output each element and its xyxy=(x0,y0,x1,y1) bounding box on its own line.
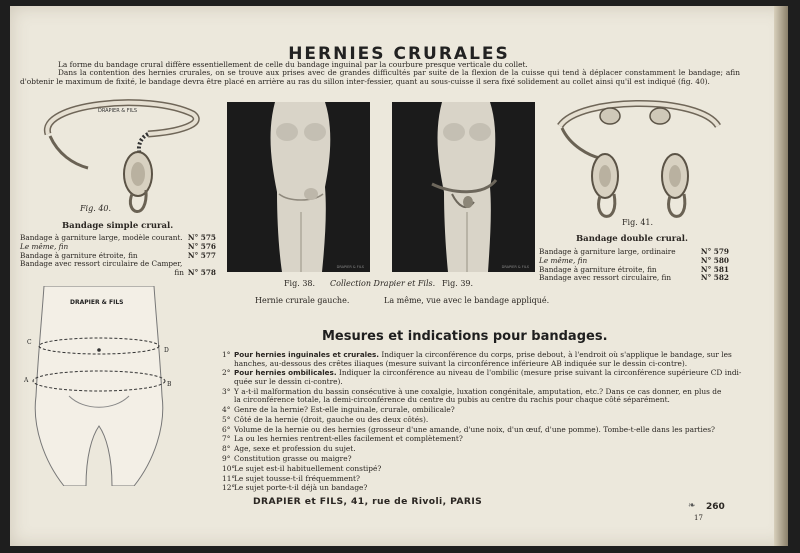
fig40-label: Fig. 40. xyxy=(80,204,112,213)
catalog-page xyxy=(10,6,788,546)
fig38-description: Hernie crurale gauche. xyxy=(255,296,350,305)
diagram-label-a: A xyxy=(24,377,29,384)
fig38-torso-figure xyxy=(227,102,370,272)
fig38-label: Fig. 38. xyxy=(284,279,316,288)
list-item: 7° La ou les hernies rentrent-elles facilement et complètement? xyxy=(222,434,463,444)
measures-list xyxy=(222,351,742,494)
fig38-photo-stamp: DRAPIER & FILS xyxy=(336,265,364,269)
fig39-torso-figure xyxy=(392,102,535,272)
measures-section-title: Mesures et indications pour bandages. xyxy=(322,329,608,344)
fig40-caption: Bandage simple crural. xyxy=(62,221,174,231)
price-row: Bandage avec ressort circulaire de Camper, xyxy=(20,259,183,269)
intro-paragraph-2: Dans la contention des hernies crurales, on se trouve aux prises avec de grandes difficultés par suite de la flexion de la cuisse qui tend à déplacer constamment le bandage; afin d'obtenir le maximum de fixité, le bandage devra être placé en arrière au ras du sillon inter-fessier, quant au sous-cuisse il sera fixé solidement au collet ainsi qu'il est indiqué (fig. 40). xyxy=(20,68,740,86)
book-spine-edge xyxy=(774,6,788,546)
intro-paragraph-1: La forme du bandage crural diffère essentiellement de celle du bandage inguinal par la courbure presque verticale du collet. xyxy=(58,60,528,69)
collection-credit: Collection Drapier et Fils. xyxy=(330,279,436,288)
fig41-caption: Bandage double crural. xyxy=(576,234,688,244)
list-item: 10°Le sujet est-il habituellement constipé? xyxy=(222,463,382,473)
price-row: Bandage avec ressort circulaire, fin N° 582 xyxy=(539,273,729,283)
page-number: 260 xyxy=(706,502,725,512)
measurement-diagram xyxy=(24,286,174,486)
fig38-photo xyxy=(227,102,370,272)
price-row: Bandage à garniture étroite, fin N° 581 xyxy=(539,264,729,274)
price-row: Bandage à garniture large, ordinaire N° 579 xyxy=(539,247,729,256)
list-item: 9° Constitution grasse ou maigre? xyxy=(222,454,352,464)
fig41-label: Fig. 41. xyxy=(622,218,654,227)
page-sub-number: 17 xyxy=(694,514,703,522)
price-row: Le même, fin N° 580 xyxy=(539,255,729,265)
list-item: 1° Pour hernies inguinales et crurales. Indiquer la circonférence du corps, prise debout, à l'endroit où s'applique le bandage, sur les hanches, au-dessous des crêtes iliaques (mesure suivant la circonférence inférieure AB indiquée sur le dessin ci-contre). xyxy=(222,350,732,368)
publisher-footer: DRAPIER et FILS, 41, rue de Rivoli, PARIS xyxy=(253,496,483,507)
price-row: Bandage à garniture étroite, fin N° 577 xyxy=(20,250,216,260)
list-item: 12°Le sujet porte-t-il déjà un bandage? xyxy=(222,483,368,493)
fig39-description: La même, vue avec le bandage appliqué. xyxy=(384,296,550,305)
list-item: 8° Age, sexe et profession du sujet. xyxy=(222,444,356,454)
intro-text xyxy=(20,61,740,86)
fig41-truss-illustration xyxy=(550,96,725,226)
fig40-price-list xyxy=(20,234,216,278)
price-row: fin N° 578 xyxy=(174,268,216,278)
fig40-truss-illustration xyxy=(28,94,203,219)
diagram-label-d: D xyxy=(164,347,169,354)
list-item: 3° Y a-t-il malformation du bassin consécutive à une coxalgie, luxation congénitale, amputation, etc.? Dans ce cas donner, en plus de la circonférence totale, la demi-circonférence du centre du pubis au centre du rachis pour chaque côté séparément. xyxy=(222,386,722,405)
fig39-photo xyxy=(392,102,535,272)
price-row: Bandage à garniture large, modèle courant. N° 575 xyxy=(20,233,216,242)
list-item: 2° Pour hernies ombilicales. Indiquer la circonférence au niveau de l'ombilic (mesure prise suivant la circonférence supérieure CD indi- quée sur le dessin ci-contre). xyxy=(222,368,742,386)
list-item: 4° Genre de la hernie? Est-elle inguinale, crurale, ombilicale? xyxy=(222,405,455,415)
fig39-label: Fig. 39. xyxy=(442,279,474,288)
list-item: 5° Côté de la hernie (droit, gauche ou des deux côtés). xyxy=(222,414,429,424)
fig41-price-list xyxy=(539,248,729,283)
list-item: 11°Le sujet tousse-t-il fréquemment? xyxy=(222,473,360,483)
diagram-label-b: B xyxy=(167,381,172,388)
page-title: HERNIES CRURALES xyxy=(288,44,510,64)
list-item: 6° Volume de la hernie ou des hernies (grosseur d'une amande, d'une noix, d'un œuf, d'une pomme). Tombe-t-elle dans les parties? xyxy=(222,424,715,434)
price-row: Le même, fin N° 576 xyxy=(20,241,216,251)
fig40-belt-stamp: DRAPIER & FILS xyxy=(98,108,138,114)
ornament-icon: ❧ xyxy=(688,501,696,511)
fig39-photo-stamp: DRAPIER & FILS xyxy=(501,265,529,269)
diagram-label-c: C xyxy=(27,339,32,346)
diagram-header: DRAPIER & FILS xyxy=(70,299,124,306)
